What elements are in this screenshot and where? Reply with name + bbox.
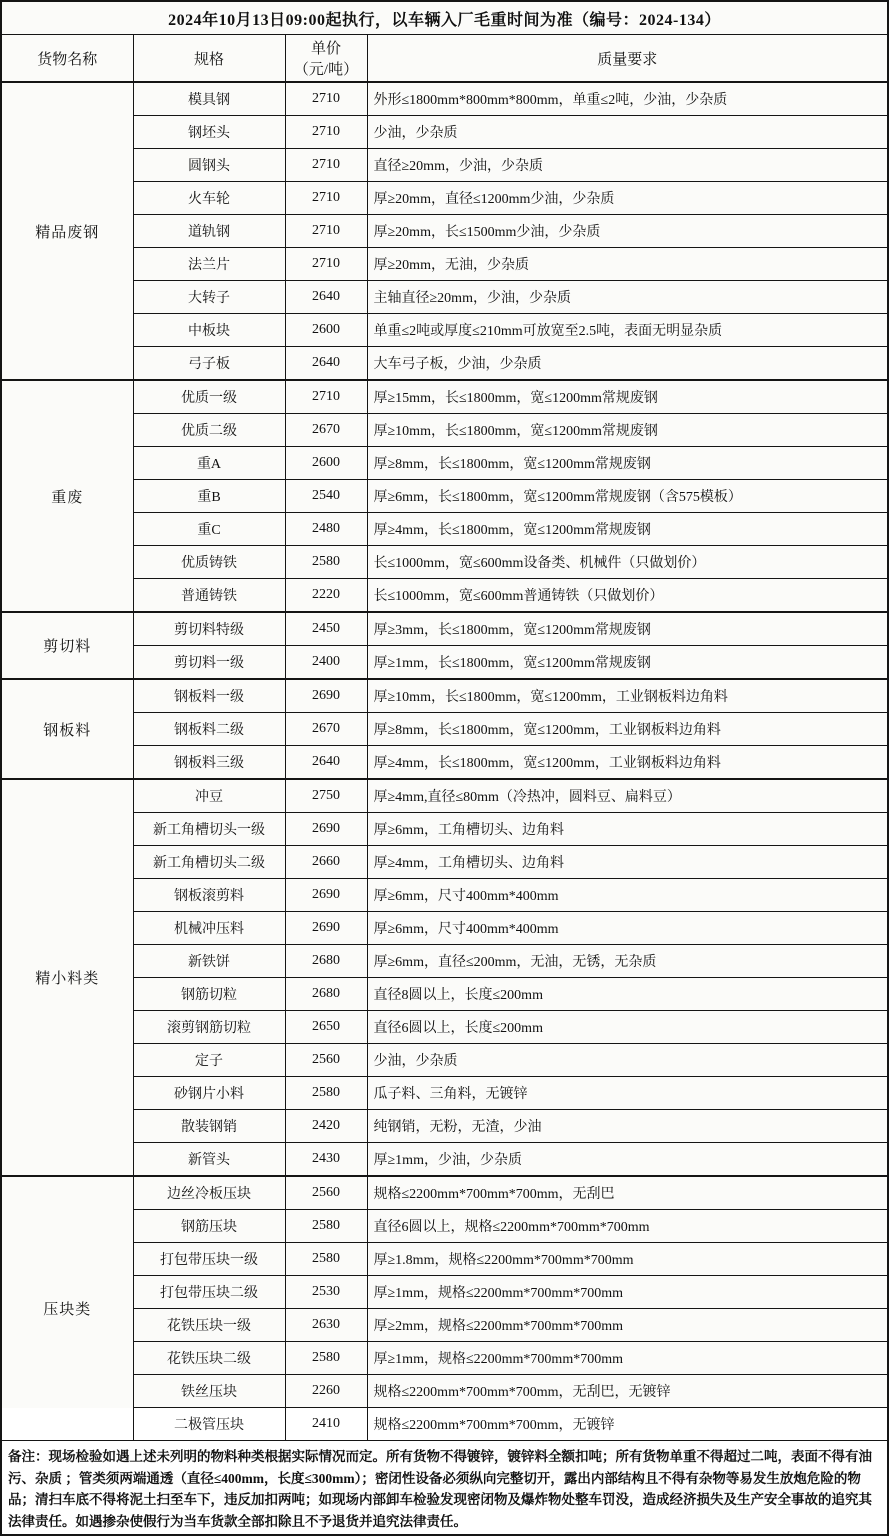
table-row — [1, 116, 888, 149]
quality-cell: 外形≤1800mm*800mm*800mm，单重≤2吨，少油，少杂质 — [367, 82, 888, 116]
spec-cell: 钢板滚剪料 — [133, 879, 285, 912]
quality-cell: 厚≥8mm，长≤1800mm，宽≤1200mm常规废钢 — [367, 447, 888, 480]
price-cell: 2220 — [285, 579, 367, 613]
table-row — [1, 480, 888, 513]
spec-cell: 二极管压块 — [133, 1408, 285, 1441]
price-table-body — [1, 82, 888, 1441]
table-row — [1, 380, 888, 414]
table-row — [1, 281, 888, 314]
table-row — [1, 1110, 888, 1143]
spec-cell: 钢坯头 — [133, 116, 285, 149]
price-cell: 2580 — [285, 1243, 367, 1276]
spec-cell: 优质二级 — [133, 414, 285, 447]
quality-cell: 少油，少杂质 — [367, 116, 888, 149]
note-row — [1, 1441, 888, 1536]
price-cell: 2710 — [285, 82, 367, 116]
price-cell: 2680 — [285, 978, 367, 1011]
price-cell: 2580 — [285, 546, 367, 579]
quality-cell: 厚≥15mm，长≤1800mm，宽≤1200mm常规废钢 — [367, 380, 888, 414]
table-row — [1, 779, 888, 813]
spec-cell: 法兰片 — [133, 248, 285, 281]
quality-cell: 主轴直径≥20mm，少油，少杂质 — [367, 281, 888, 314]
price-cell: 2450 — [285, 612, 367, 646]
price-cell: 2260 — [285, 1375, 367, 1408]
quality-cell: 厚≥6mm，工角槽切头、边角料 — [367, 813, 888, 846]
spec-cell: 打包带压块二级 — [133, 1276, 285, 1309]
table-row — [1, 1143, 888, 1177]
spec-cell: 花铁压块二级 — [133, 1342, 285, 1375]
price-cell: 2580 — [285, 1210, 367, 1243]
spec-cell: 中板块 — [133, 314, 285, 347]
quality-cell: 纯钢销，无粉，无渣，少油 — [367, 1110, 888, 1143]
price-cell: 2710 — [285, 248, 367, 281]
price-cell: 2680 — [285, 945, 367, 978]
price-cell: 2710 — [285, 116, 367, 149]
spec-cell: 边丝冷板压块 — [133, 1176, 285, 1210]
table-row — [1, 1077, 888, 1110]
price-cell: 2660 — [285, 846, 367, 879]
price-cell: 2530 — [285, 1276, 367, 1309]
quality-cell: 厚≥6mm，尺寸400mm*400mm — [367, 879, 888, 912]
quality-cell: 厚≥1mm，少油，少杂质 — [367, 1143, 888, 1177]
spec-cell: 新工角槽切头二级 — [133, 846, 285, 879]
title-row — [1, 1, 888, 35]
price-cell: 2710 — [285, 149, 367, 182]
price-cell: 2630 — [285, 1309, 367, 1342]
price-cell: 2670 — [285, 713, 367, 746]
spec-cell: 花铁压块一级 — [133, 1309, 285, 1342]
spec-cell: 圆钢头 — [133, 149, 285, 182]
price-cell: 2560 — [285, 1044, 367, 1077]
spec-cell: 普通铸铁 — [133, 579, 285, 613]
price-cell: 2690 — [285, 879, 367, 912]
unit-price-label-line1: 单价 — [310, 41, 341, 57]
spec-cell: 大转子 — [133, 281, 285, 314]
price-cell: 2580 — [285, 1342, 367, 1375]
table-row — [1, 1176, 888, 1210]
price-cell: 2560 — [285, 1176, 367, 1210]
table-row — [1, 447, 888, 480]
spec-cell: 打包带压块一级 — [133, 1243, 285, 1276]
price-cell: 2710 — [285, 182, 367, 215]
table-row — [1, 546, 888, 579]
quality-cell: 直径8圆以上，长度≤200mm — [367, 978, 888, 1011]
quality-cell: 大车弓子板，少油，少杂质 — [367, 347, 888, 381]
quality-cell: 长≤1000mm，宽≤600mm设备类、机械件（只做划价） — [367, 546, 888, 579]
price-cell: 2690 — [285, 679, 367, 713]
category-cell: 剪切料 — [1, 612, 133, 679]
price-cell: 2690 — [285, 912, 367, 945]
quality-cell: 长≤1000mm，宽≤600mm普通铸铁（只做划价） — [367, 579, 888, 613]
price-cell: 2670 — [285, 414, 367, 447]
spec-cell: 定子 — [133, 1044, 285, 1077]
table-row — [1, 1276, 888, 1309]
quality-cell: 直径≥20mm，少油，少杂质 — [367, 149, 888, 182]
table-row — [1, 149, 888, 182]
spec-cell: 滚剪钢筋切粒 — [133, 1011, 285, 1044]
col-header-unit-price — [285, 35, 367, 83]
spec-cell: 铁丝压块 — [133, 1375, 285, 1408]
page-title: 2024年10月13日09:00起执行，以车辆入厂毛重时间为准（编号：2024-134） — [1, 1, 888, 35]
spec-cell: 优质一级 — [133, 380, 285, 414]
spec-cell: 火车轮 — [133, 182, 285, 215]
quality-cell: 厚≥2mm，规格≤2200mm*700mm*700mm — [367, 1309, 888, 1342]
spec-cell: 新铁饼 — [133, 945, 285, 978]
spec-cell: 钢筋压块 — [133, 1210, 285, 1243]
spec-cell: 新管头 — [133, 1143, 285, 1177]
category-cell: 重废 — [1, 380, 133, 612]
spec-cell: 道轨钢 — [133, 215, 285, 248]
table-row — [1, 82, 888, 116]
price-cell: 2640 — [285, 746, 367, 780]
quality-cell: 厚≥10mm，长≤1800mm，宽≤1200mm常规废钢 — [367, 414, 888, 447]
remarks-note: 备注：现场检验如遇上述未列明的物料种类根据实际情况而定。所有货物不得镀锌，镀锌料全额扣吨；所有货物单重不得超过二吨，表面不得有油污、杂质 ；管类须两端通透（直径≤400mm，长度≤300mm）；密闭性设备必须纵向完整切开，露出内部结构且不得有杂物等易发生放炮危险的物品；清扫车底不得将泥土扫至车下，违反加扣两吨；如现场内部卸车检验发现密闭物及爆炸物处整车罚没，造成经济损失及生产安全事故的追究其法律责任。如遇掺杂使假行为当车货款全部扣除且不予退货并追究法律责任。 — [1, 1441, 888, 1536]
table-row — [1, 978, 888, 1011]
quality-cell: 厚≥10mm，长≤1800mm，宽≤1200mm，工业钢板料边角料 — [367, 679, 888, 713]
spec-cell: 弓子板 — [133, 347, 285, 381]
price-cell: 2710 — [285, 215, 367, 248]
table-row — [1, 912, 888, 945]
spec-cell: 模具钢 — [133, 82, 285, 116]
category-cell: 精品废钢 — [1, 82, 133, 380]
price-cell: 2400 — [285, 646, 367, 680]
price-cell: 2580 — [285, 1077, 367, 1110]
table-row — [1, 945, 888, 978]
table-row — [1, 679, 888, 713]
spec-cell: 机械冲压料 — [133, 912, 285, 945]
category-cell: 压块类 — [1, 1176, 133, 1441]
quality-cell: 厚≥20mm，直径≤1200mm少油，少杂质 — [367, 182, 888, 215]
table-row — [1, 612, 888, 646]
col-header-spec: 规格 — [133, 35, 285, 83]
col-header-quality: 质量要求 — [367, 35, 888, 83]
price-cell: 2690 — [285, 813, 367, 846]
spec-cell: 优质铸铁 — [133, 546, 285, 579]
quality-cell: 厚≥1mm，规格≤2200mm*700mm*700mm — [367, 1276, 888, 1309]
quality-cell: 厚≥6mm，尺寸400mm*400mm — [367, 912, 888, 945]
table-row — [1, 1342, 888, 1375]
table-row — [1, 314, 888, 347]
spec-cell: 钢筋切粒 — [133, 978, 285, 1011]
table-row — [1, 746, 888, 780]
quality-cell: 规格≤2200mm*700mm*700mm，无刮巴，无镀锌 — [367, 1375, 888, 1408]
price-cell: 2480 — [285, 513, 367, 546]
spec-cell: 钢板料一级 — [133, 679, 285, 713]
price-cell: 2600 — [285, 314, 367, 347]
price-cell: 2410 — [285, 1408, 367, 1441]
quality-cell: 规格≤2200mm*700mm*700mm，无镀锌 — [367, 1408, 888, 1441]
quality-cell: 直径6圆以上，长度≤200mm — [367, 1011, 888, 1044]
table-row — [1, 1210, 888, 1243]
spec-cell: 冲豆 — [133, 779, 285, 813]
quality-cell: 厚≥20mm，长≤1500mm少油，少杂质 — [367, 215, 888, 248]
quality-cell: 厚≥1mm，长≤1800mm，宽≤1200mm常规废钢 — [367, 646, 888, 680]
price-cell: 2710 — [285, 380, 367, 414]
quality-cell: 厚≥4mm，长≤1800mm，宽≤1200mm，工业钢板料边角料 — [367, 746, 888, 780]
quality-cell: 瓜子料、三角料，无镀锌 — [367, 1077, 888, 1110]
table-row — [1, 347, 888, 381]
table-row — [1, 1375, 888, 1408]
quality-cell: 单重≤2吨或厚度≤210mm可放宽至2.5吨，表面无明显杂质 — [367, 314, 888, 347]
table-row — [1, 1243, 888, 1276]
spec-cell: 钢板料三级 — [133, 746, 285, 780]
quality-cell: 厚≥4mm,直径≤80mm（冷热冲，圆料豆、扁料豆） — [367, 779, 888, 813]
spec-cell: 剪切料一级 — [133, 646, 285, 680]
col-header-goods-name: 货物名称 — [1, 35, 133, 83]
table-row — [1, 1044, 888, 1077]
quality-cell: 厚≥1mm，规格≤2200mm*700mm*700mm — [367, 1342, 888, 1375]
price-cell: 2650 — [285, 1011, 367, 1044]
quality-cell: 厚≥20mm，无油，少杂质 — [367, 248, 888, 281]
spec-cell: 重A — [133, 447, 285, 480]
table-row — [1, 846, 888, 879]
price-cell: 2430 — [285, 1143, 367, 1177]
spec-cell: 重C — [133, 513, 285, 546]
category-cell: 钢板料 — [1, 679, 133, 779]
table-row — [1, 414, 888, 447]
spec-cell: 钢板料二级 — [133, 713, 285, 746]
table-row — [1, 182, 888, 215]
spec-cell: 重B — [133, 480, 285, 513]
price-cell: 2600 — [285, 447, 367, 480]
table-row — [1, 215, 888, 248]
price-cell: 2640 — [285, 347, 367, 381]
spec-cell: 剪切料特级 — [133, 612, 285, 646]
unit-price-label-line2: （元/吨） — [293, 62, 359, 78]
spec-cell: 新工角槽切头一级 — [133, 813, 285, 846]
quality-cell: 规格≤2200mm*700mm*700mm，无刮巴 — [367, 1176, 888, 1210]
table-row — [1, 1011, 888, 1044]
header-row — [1, 35, 888, 83]
quality-cell: 厚≥6mm，直径≤200mm，无油，无锈，无杂质 — [367, 945, 888, 978]
quality-cell: 厚≥8mm，长≤1800mm，宽≤1200mm，工业钢板料边角料 — [367, 713, 888, 746]
quality-cell: 厚≥1.8mm，规格≤2200mm*700mm*700mm — [367, 1243, 888, 1276]
quality-cell: 厚≥4mm，长≤1800mm，宽≤1200mm常规废钢 — [367, 513, 888, 546]
table-row — [1, 713, 888, 746]
spec-cell: 散装钢销 — [133, 1110, 285, 1143]
category-cell: 精小料类 — [1, 779, 133, 1176]
quality-cell: 少油，少杂质 — [367, 1044, 888, 1077]
table-row — [1, 879, 888, 912]
quality-cell: 厚≥4mm，工角槽切头、边角料 — [367, 846, 888, 879]
table-row — [1, 248, 888, 281]
table-row — [1, 646, 888, 680]
price-cell: 2750 — [285, 779, 367, 813]
table-row — [1, 813, 888, 846]
price-cell: 2640 — [285, 281, 367, 314]
spec-cell: 砂钢片小料 — [133, 1077, 285, 1110]
table-row — [1, 1309, 888, 1342]
price-cell: 2420 — [285, 1110, 367, 1143]
price-cell: 2540 — [285, 480, 367, 513]
table-row — [1, 513, 888, 546]
quality-cell: 直径6圆以上，规格≤2200mm*700mm*700mm — [367, 1210, 888, 1243]
table-row — [1, 1408, 888, 1441]
quality-cell: 厚≥6mm，长≤1800mm，宽≤1200mm常规废钢（含575模板） — [367, 480, 888, 513]
table-row — [1, 579, 888, 613]
quality-cell: 厚≥3mm，长≤1800mm，宽≤1200mm常规废钢 — [367, 612, 888, 646]
